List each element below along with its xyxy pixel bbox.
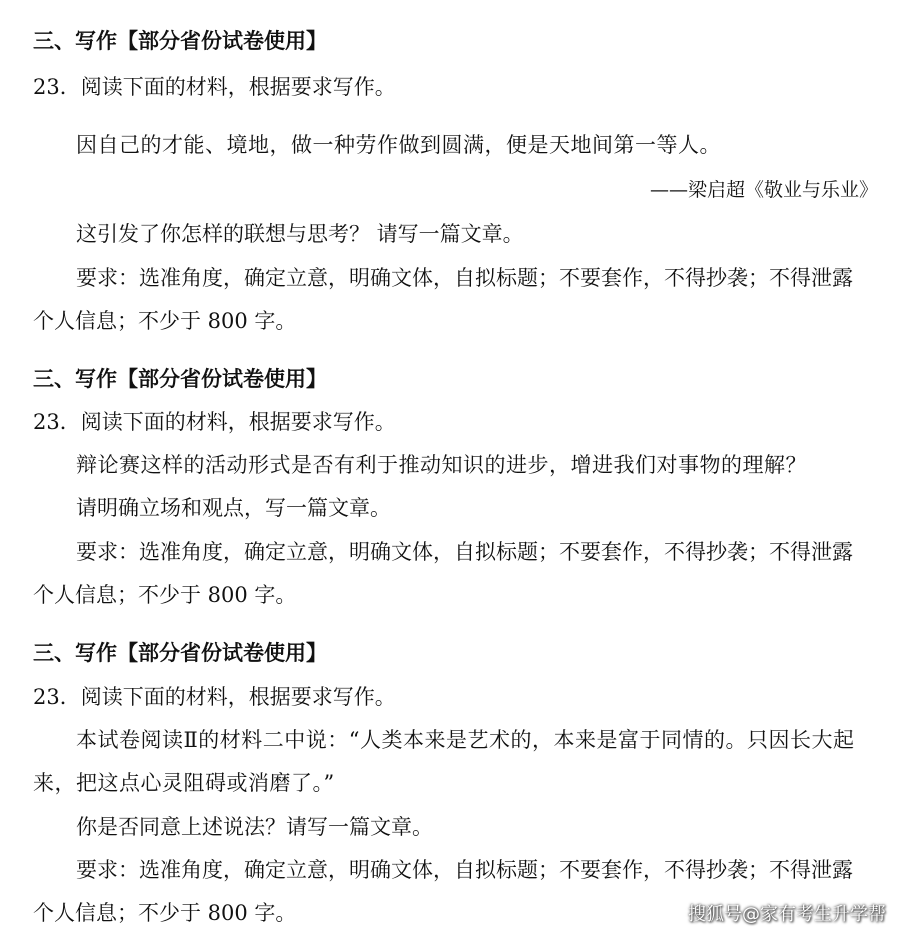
watermark: 搜狐号@家有考生升学帮 [688,904,886,925]
section-1-requirement-line2: 个人信息；不少于 800 字。 [33,309,297,333]
section-2-requirement-line2: 个人信息；不少于 800 字。 [33,583,297,607]
section-3-material-line1: 本试卷阅读Ⅱ的材料二中说：“人类本来是艺术的，本来是富于同情的。只因长大起 [76,728,855,752]
section-2-requirement-line1: 要求：选准角度，确定立意，明确文体，自拟标题；不要套作，不得抄袭；不得泄露 [76,540,853,564]
section-1-requirement-line1: 要求：选准角度，确定立意，明确文体，自拟标题；不要套作，不得抄袭；不得泄露 [76,266,853,290]
section-3-material-line2: 来，把这点心灵阻碍或消磨了。” [33,771,335,795]
section-2-material: 辩论赛这样的活动形式是否有利于推动知识的进步，增进我们对事物的理解？ [76,453,807,477]
section-1-question: 23．阅读下面的材料，根据要求写作。 [33,75,396,99]
section-1-attribution: ——梁启超《敬业与乐业》 [650,179,879,201]
section-3-question: 23．阅读下面的材料，根据要求写作。 [33,685,396,709]
section-3-prompt: 你是否同意上述说法？请写一篇文章。 [76,815,433,839]
section-3-requirement-line1: 要求：选准角度，确定立意，明确文体，自拟标题；不要套作，不得抄袭；不得泄露 [76,858,853,882]
section-1-material: 因自己的才能、境地，做一种劳作做到圆满，便是天地间第一等人。 [76,133,721,157]
section-3-heading: 三、写作【部分省份试卷使用】 [33,641,327,665]
section-2-prompt: 请明确立场和观点，写一篇文章。 [76,496,391,520]
section-3-requirement-line2: 个人信息；不少于 800 字。 [33,901,297,925]
section-1-prompt: 这引发了你怎样的联想与思考？ 请写一篇文章。 [76,222,524,246]
section-1-heading: 三、写作【部分省份试卷使用】 [33,29,327,53]
section-2-heading: 三、写作【部分省份试卷使用】 [33,367,327,391]
section-2-question: 23．阅读下面的材料，根据要求写作。 [33,410,396,434]
